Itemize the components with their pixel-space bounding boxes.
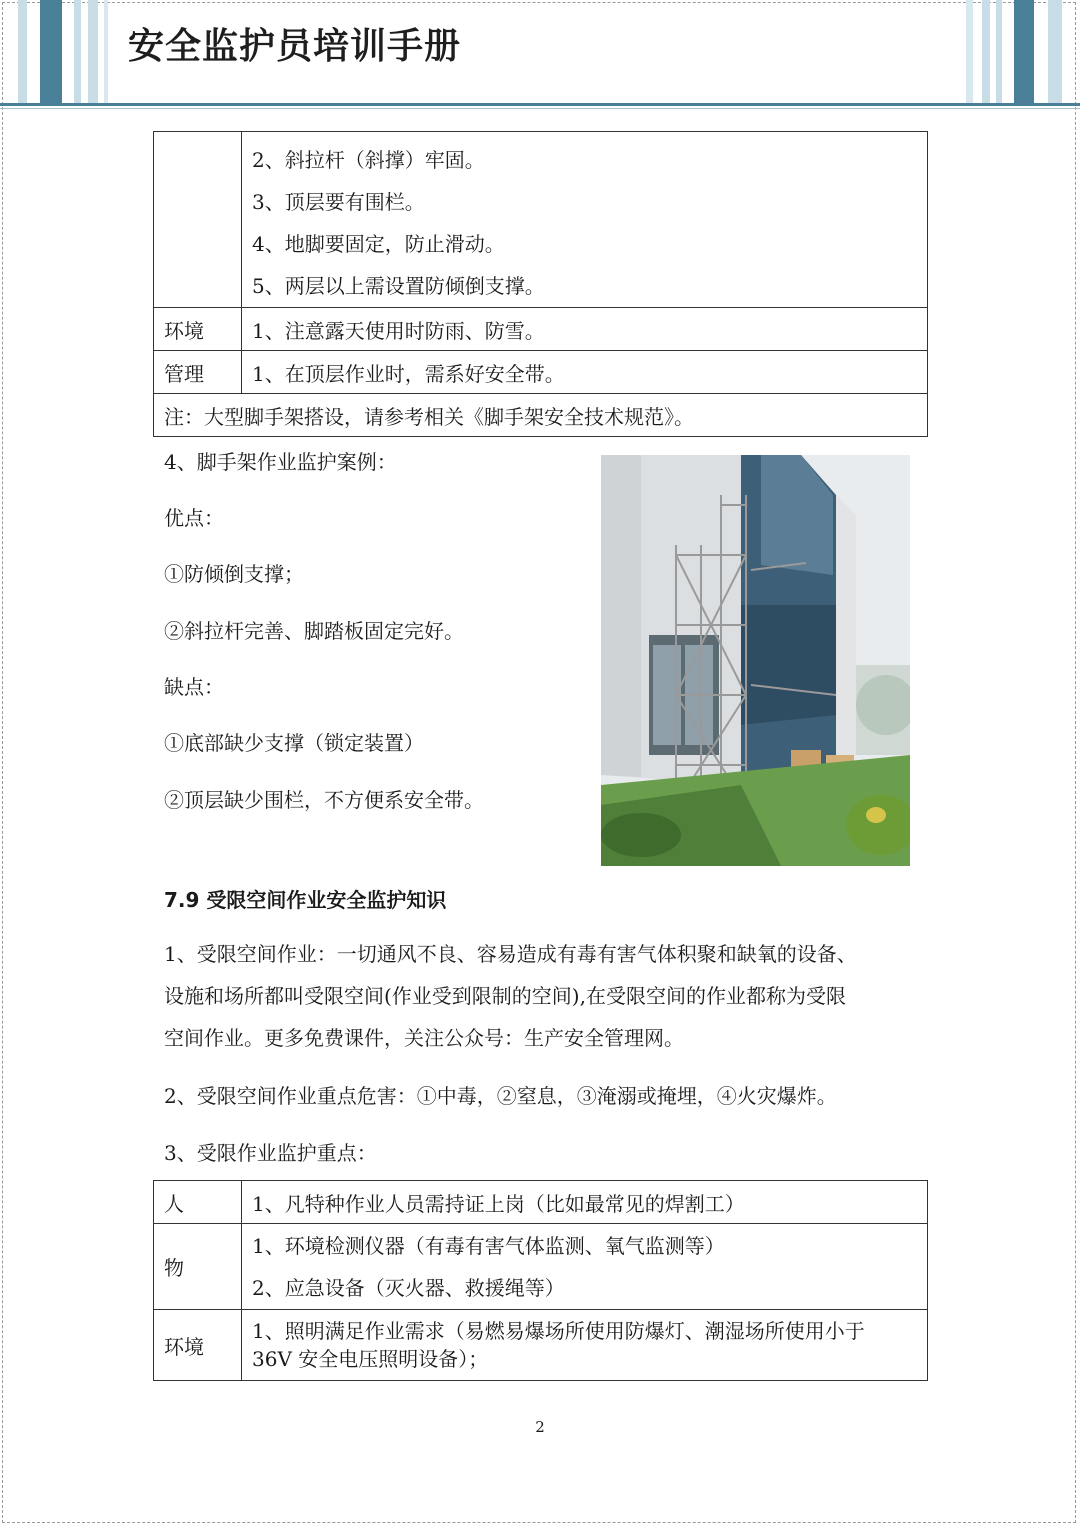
list-item: 4、地脚要固定，防止滑动。: [252, 232, 505, 256]
content-cell: 1、凡特种作业人员需持证上岗（比如最常见的焊割工）: [242, 1181, 928, 1224]
content-cell: 1、在顶层作业时，需系好安全带。: [242, 351, 928, 394]
content-cell: 1、注意露天使用时防雨、防雪。: [242, 308, 928, 351]
header-rule-thin: [0, 108, 1080, 109]
confined-space-table: [153, 1180, 928, 1381]
scaffold-requirements-table: [153, 131, 928, 437]
table-row: [154, 1310, 928, 1381]
cons-label: 缺点：: [164, 675, 224, 699]
table-row: [154, 1181, 928, 1224]
category-cell: 人: [154, 1181, 242, 1224]
page-header: [0, 0, 1080, 112]
table-row: [154, 394, 928, 437]
list-item: 2、应急设备（灭火器、救援绳等）: [252, 1275, 565, 1300]
list-item: 2、斜拉杆（斜撑）牢固。: [252, 148, 485, 172]
table-row: [154, 132, 928, 308]
section-heading: 7.9 受限空间作业安全监护知识: [164, 888, 447, 912]
paragraph-line: 1、受限空间作业：一切通风不良、容易造成有毒有害气体积聚和缺氧的设备、: [164, 942, 857, 966]
list-item: 1、照明满足作业需求（易燃易爆场所使用防爆灯、潮湿场所使用小于: [252, 1319, 865, 1343]
cons-item: ②顶层缺少围栏，不方便系安全带。: [164, 788, 484, 812]
paragraph: 3、受限作业监护重点：: [164, 1141, 377, 1165]
content-cell: [242, 132, 928, 308]
cons-item: ①底部缺少支撑（锁定装置）: [164, 731, 424, 755]
paragraph: 2、受限空间作业重点危害：①中毒，②窒息，③淹溺或掩埋，④火灾爆炸。: [164, 1084, 837, 1108]
table-row: [154, 351, 928, 394]
category-cell: [154, 132, 242, 308]
paragraph-line: 设施和场所都叫受限空间(作业受到限制的空间),在受限空间的作业都称为受限: [164, 984, 846, 1008]
content-cell: [242, 1310, 928, 1381]
category-cell: 物: [154, 1224, 242, 1310]
category-cell: 管理: [154, 351, 242, 394]
paragraph-line: 空间作业。更多免费课件，关注公众号：生产安全管理网。: [164, 1026, 684, 1050]
list-item: 36V 安全电压照明设备）；: [252, 1347, 489, 1371]
header-rule: [0, 103, 1080, 106]
list-item: 5、两层以上需设置防倾倒支撑。: [252, 274, 545, 298]
header-title: 安全监护员培训手册: [128, 26, 462, 67]
table-row: [154, 1224, 928, 1310]
content-cell: [242, 1224, 928, 1310]
scaffold-photo: [601, 455, 910, 866]
pros-item: ①防倾倒支撑；: [164, 562, 304, 586]
pros-item: ②斜拉杆完善、脚踏板固定完好。: [164, 619, 464, 643]
pros-label: 优点：: [164, 506, 224, 530]
page-number: 2: [535, 1418, 545, 1436]
category-cell: 环境: [154, 308, 242, 351]
table-note: 注：大型脚手架搭设，请参考相关《脚手架安全技术规范》。: [154, 394, 928, 437]
case-title: 4、脚手架作业监护案例：: [164, 450, 397, 474]
paragraph: [164, 933, 924, 1059]
list-item: 1、环境检测仪器（有毒有害气体监测、氧气监测等）: [252, 1233, 725, 1258]
list-item: 3、顶层要有围栏。: [252, 190, 425, 214]
category-cell: 环境: [154, 1310, 242, 1381]
table-row: [154, 308, 928, 351]
